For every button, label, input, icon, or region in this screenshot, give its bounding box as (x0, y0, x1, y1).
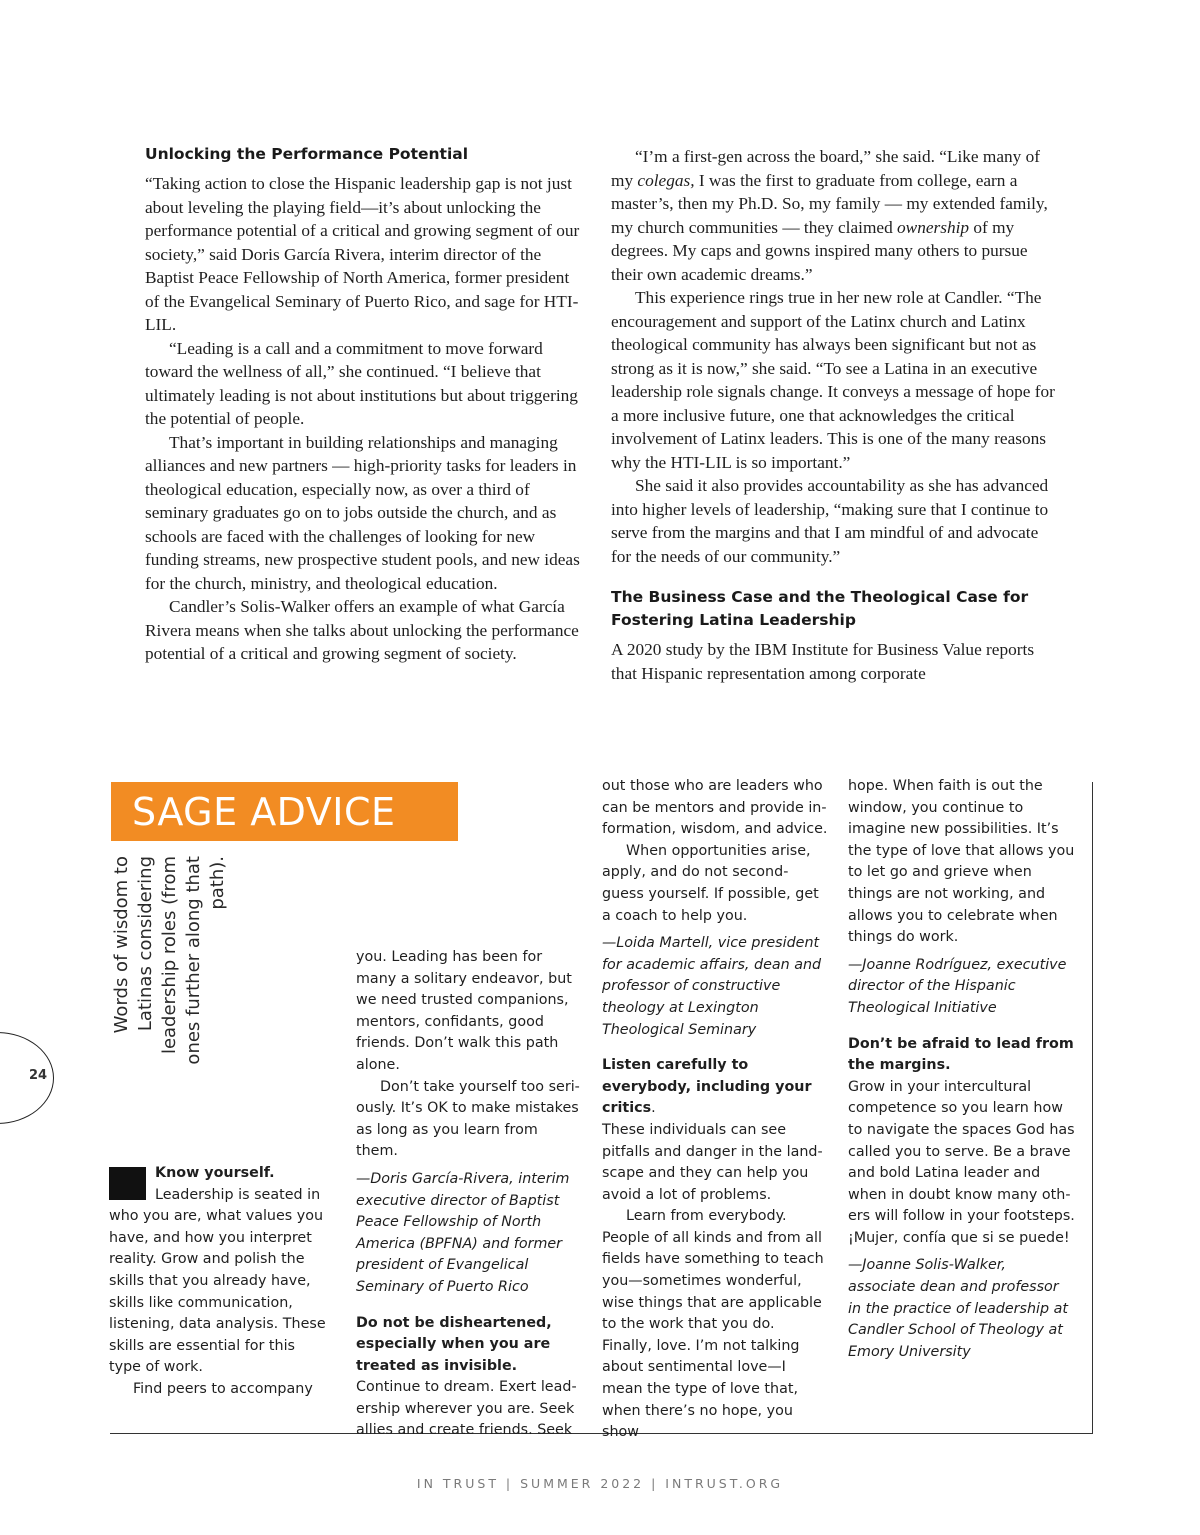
tip-lead: Know yourself. (155, 1165, 275, 1181)
attribution: —Loida Martell, vice president for academic affairs, dean and professor of constructive theology at Lexington Theological Seminary (602, 935, 822, 1038)
tip-text: Continue to dream. Exert leadership wherever you are. Seek allies and create friends. Seek (356, 1379, 577, 1439)
sage-column-2 (356, 947, 581, 1442)
paragraph: Candler’s Solis-Walker offers an example of what García Rivera means when she talks about unlocking the performance potential of a critical and growing segment of society. (145, 597, 579, 663)
attribution: —Joanne Rodríguez, executive director of the Hispanic Theological Initiative (848, 956, 1067, 1016)
article-left-column (145, 143, 585, 666)
section-heading: Unlocking the Performance Potential (145, 145, 469, 163)
tip-text: hope. When faith is out the window, you continue to imagine new possibilities. It’s the type of love that allows you to let go and grieve when things are not working, and allows you to celebrate when things do work. (848, 778, 1075, 946)
tip-text: Leadership is seated in who you are, what values you have, and how you interpret reality. Grow and polish the skills that you already have, skills like communication, listening, data analysis. These skills are essential for this type of work. (109, 1186, 326, 1376)
tip-text: you. Leading has been for many a solitary endeavor, but we need trusted companions, mentors, confidants, good friends. Don’t walk this path alone. (356, 949, 572, 1073)
tip-text: These individuals can see pitfalls and danger in the landscape and they can help you avoid a lot of problems. (602, 1121, 823, 1203)
tip-text: Grow in your intercultural competence so you learn how to navigate the spaces God has called you to serve. Be a brave and bold Latina leader and when in doubt know many others will follow in your footsteps. ¡Mujer, confía que si se puede! (848, 1078, 1075, 1246)
page-number: 24 (29, 1068, 48, 1083)
tip-text: Learn from everybody. People of all kinds and from all fields have something to teach you—sometimes wonderful, wise things that are applicable to the work that you do. Finally, love. I’m not talking about sentimental love—I mean the type of love that, when there’s no hope, you show (602, 1208, 824, 1441)
paragraph: That’s important in building relationships and managing alliances and new partners — high-priority tasks for leaders in theological education, especially now, as over a third of seminary graduates go on to jobs outside the church, and as schools are faced with the challenges of looking for new funding streams, new prospective student pools, and new ideas for the church, ministry, and theological education. (145, 432, 580, 593)
sage-column-1 (109, 1163, 331, 1401)
sidebar-right-rule (1092, 782, 1093, 1434)
sage-column-4 (848, 776, 1076, 1363)
sidebar-subtitle: Words of wisdom to Latinas considering leadership roles (from ones further along that path). (111, 856, 228, 1065)
section-heading: The Business Case and the Theological Case for Fostering Latina Leadership (611, 588, 1029, 629)
tip-text: Find peers to accompany (133, 1380, 313, 1397)
sage-advice-title: SAGE ADVICE (132, 790, 396, 834)
paragraph: This experience rings true in her new role at Candler. “The encouragement and support of the Latinx church and Latinx theological community has always been significant but not as strong as it is now,” she said. “To see a Latina in an executive leadership role signals change. It conveys a message of hope for a more inclusive future, one that acknowledges the critical involvement of Latinx leaders. This is one of the many reasons why the HTI-LIL is so important.” (611, 288, 1055, 472)
paragraph: “Leading is a call and a commitment to move forward toward the wellness of all,” she continued. “I believe that ultimately leading is not about institutions but about triggering the potential of people. (145, 338, 578, 428)
sage-column-3 (602, 776, 828, 1444)
tip-lead: Listen carefully to everybody, including your critics. (602, 1057, 812, 1117)
tip-text: Don’t take yourself too seriously. It’s OK to make mistakes as long as you learn from them. (356, 1078, 580, 1160)
sidebar-subtitle-vertical (110, 856, 350, 1065)
tip-lead: Don’t be afraid to lead from the margins. (848, 1035, 1074, 1074)
attribution: —Joanne Solis-Walker, associate dean and professor in the practice of leadership at Candler School of Theology at Emory University (848, 1257, 1069, 1360)
page-footer: IN TRUST | SUMMER 2022 | INTRUST.ORG (416, 1476, 784, 1491)
article-right-column (611, 145, 1056, 685)
paragraph: “Taking action to close the Hispanic leadership gap is not just about leveling the playing field—it’s about unlocking the performance potential of a critical and growing segment of our society,” said Doris García Rivera, interim director of the Baptist Peace Fellowship of North America, former president of the Evangelical Seminary of Puerto Rico, and sage for HTI-LIL. (145, 174, 580, 334)
paragraph: “I’m a first-gen across the board,” she said. “Like many of my colegas, I was the first to graduate from college, earn a master’s, then my Ph.D. So, my family — my extended family, my church communities — they claimed ownership of my degrees. My caps and gowns inspired many others to pursue their own academic dreams.” (611, 147, 1048, 284)
tip-text: When opportunities arise, apply, and do not second-guess yourself. If possible, get a coach to help you. (602, 842, 819, 924)
tip-lead: Do not be disheartened, especially when you are treated as invisible. (356, 1314, 552, 1374)
paragraph: A 2020 study by the IBM Institute for Business Value reports that Hispanic representation among corporate (611, 640, 1035, 683)
sage-advice-banner (111, 782, 458, 841)
attribution: —Doris García-Rivera, interim executive director of Baptist Peace Fellowship of North America (BPFNA) and former president of Evangelical Seminary of Puerto Rico (356, 1170, 570, 1295)
square-bullet-icon (109, 1167, 146, 1200)
tip-text: out those who are leaders who can be mentors and provide information, wisdom, and advice. (602, 778, 828, 838)
paragraph: She said it also provides accountability as she has advanced into higher levels of leadership, “making sure that I continue to serve from the margins and that I am mindful of and advocate for the needs of our community.” (611, 476, 1049, 566)
